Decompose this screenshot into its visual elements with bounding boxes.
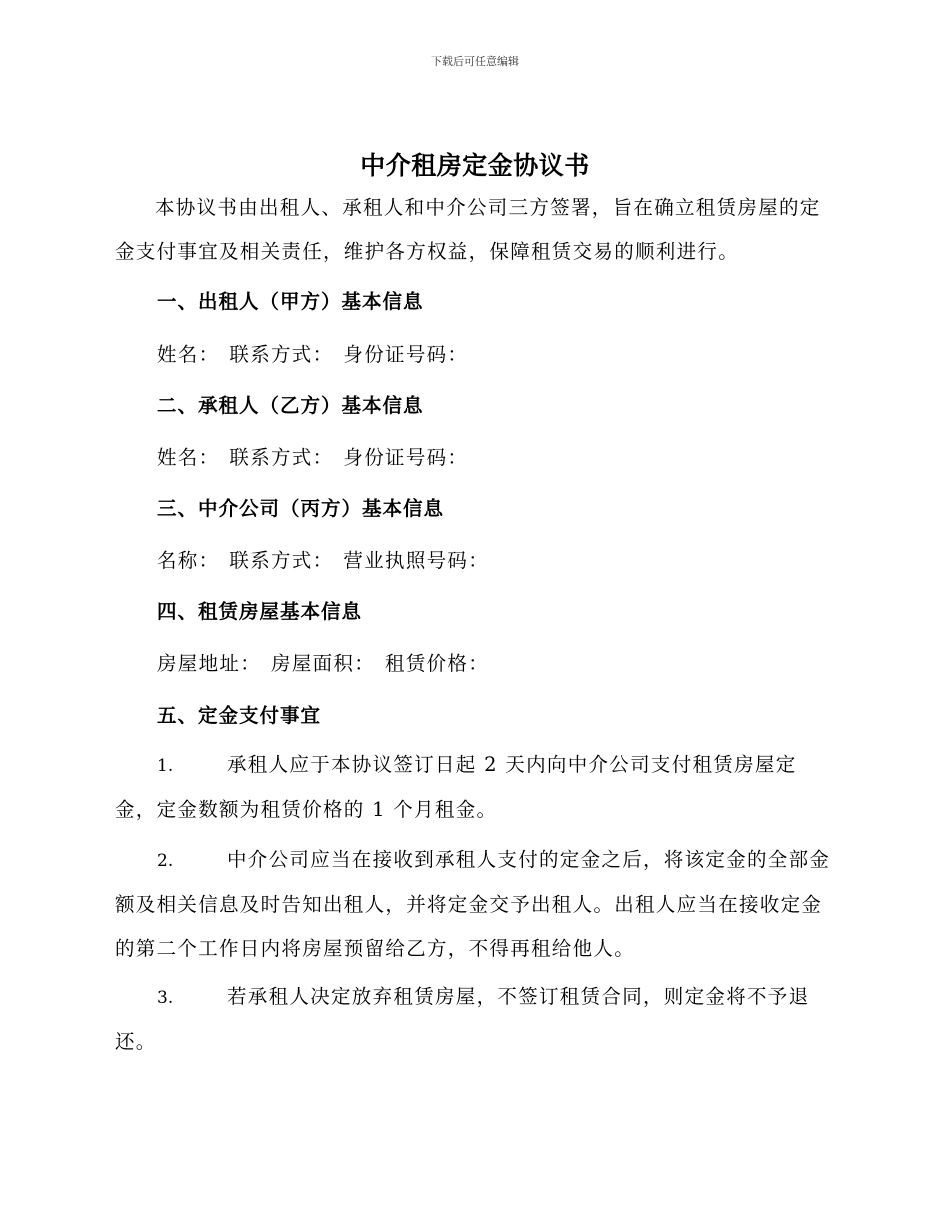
lessor-info-line xyxy=(157,339,478,367)
section-heading-lessor: 一、出租人（甲方）基本信息 xyxy=(157,290,424,313)
clause-1 xyxy=(115,743,835,832)
header-note: 下载后可任意编辑 xyxy=(431,55,519,68)
property-price-label: 租赁价格： xyxy=(385,652,490,675)
agency-info-line xyxy=(157,545,499,573)
intro-paragraph: 本协议书由出租人、承租人和中介公司三方签署，旨在确立租赁房屋的定金支付事宜及相关责任，维护各方权益，保障租赁交易的顺利进行。 xyxy=(115,196,821,263)
agency-license-label: 营业执照号码： xyxy=(343,549,490,572)
section-heading-deposit: 五、定金支付事宜 xyxy=(157,704,322,727)
section-heading-agency: 三、中介公司（丙方）基本信息 xyxy=(157,497,445,520)
lessee-id-label: 身份证号码： xyxy=(343,446,469,469)
clause-text: 中介公司应当在接收到承租人支付的定金之后，将该定金的全部金额及相关信息及时告知出租人，并将定金交予出租人。出租人应当在接收定金的第二个工作日内将房屋预留给乙方，不得再租给他人。 xyxy=(115,848,831,960)
clause-text: 承租人应于本协议签订日起 2 天内向中介公司支付租赁房屋定金，定金数额为租赁价格的 1 个月租金。 xyxy=(115,753,797,821)
property-info-line xyxy=(157,648,499,676)
section-heading-property: 四、租赁房屋基本信息 xyxy=(157,600,363,623)
lessor-contact-label: 联系方式： xyxy=(229,343,334,366)
clause-number: 2. xyxy=(157,851,174,871)
clause-number: 3. xyxy=(157,988,174,1008)
clause-text: 若承租人决定放弃租赁房屋，不签订租赁合同，则定金将不予退还。 xyxy=(115,985,810,1053)
section-heading-lessee: 二、承租人（乙方）基本信息 xyxy=(157,394,424,417)
lessor-id-label: 身份证号码： xyxy=(343,343,469,366)
lessee-info-line xyxy=(157,442,478,470)
clause-3 xyxy=(115,975,835,1064)
property-address-label: 房屋地址： xyxy=(157,652,262,675)
agency-contact-label: 联系方式： xyxy=(229,549,334,572)
lessor-name-label: 姓名： xyxy=(157,343,220,366)
lessee-contact-label: 联系方式： xyxy=(229,446,334,469)
document-title: 中介租房定金协议书 xyxy=(360,151,590,180)
property-area-label: 房屋面积： xyxy=(271,652,376,675)
lessee-name-label: 姓名： xyxy=(157,446,220,469)
clause-number: 1. xyxy=(157,756,174,776)
clause-2 xyxy=(115,838,835,971)
agency-name-label: 名称： xyxy=(157,549,220,572)
